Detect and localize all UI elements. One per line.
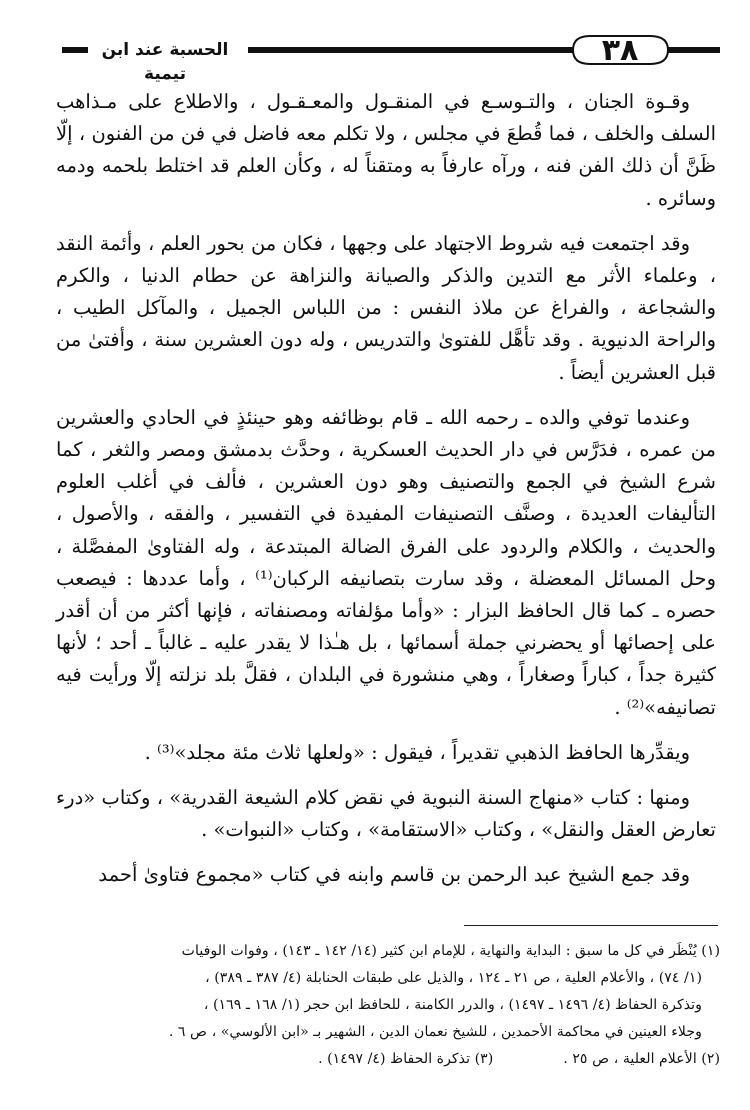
footnote-line: (١/ ٧٤) ، والأعلام العلية ، ص ٢١ ـ ١٢٤ ، والذيل على طبقات الحنابلة (٤/ ٣٨٧ ـ ٣٨٩) ،	[205, 970, 702, 986]
footnote-line: (١) يُنْظَر في كل ما سبق : البداية والنهاية ، للإمام ابن كثير (١٤/ ١٤٢ ـ ١٤٣) ، وفوات الوفيات	[181, 943, 720, 959]
footnote-divider	[464, 925, 718, 926]
page-header	[0, 30, 750, 84]
footnotes	[56, 938, 720, 1073]
footnote-line: وجلاء العينين في محاكمة الأحمدين ، للشيخ نعمان الدين ، الشهير بـ «ابن الألوسي» ، ص ٦ .	[168, 1024, 702, 1040]
footnote-2: (٢) الأعلام العلية ، ص ٢٥ .	[563, 1051, 720, 1067]
footnote-line: وتذكرة الحفاظ (٤/ ١٤٩٦ ـ ١٤٩٧) ، والدرر الكامنة ، للحافظ ابن حجر (١/ ١٦٨ ـ ١٦٩) ،	[203, 997, 702, 1013]
running-title: الحسبة عند ابن تيمية	[101, 40, 229, 84]
footnote-3: (٣) تذكرة الحفاظ (٤/ ١٤٩٧) .	[318, 1051, 494, 1067]
paragraph: ومنها : كتاب «منهاج السنة النبوية في نقض كلام الشيعة القدرية» ، وكتاب «درء تعارض العقل والنقل» ، وكتاب «الاستقامة» ، وكتاب «النبوات» .	[56, 786, 716, 842]
footnote-line-2-3	[56, 1046, 720, 1073]
paragraph: وقد جمع الشيخ عبد الرحمن بن قاسم وابنه في كتاب «مجموع فتاوىٰ أحمد	[98, 863, 690, 887]
page-number: ٣٨	[601, 33, 639, 68]
main-text	[56, 86, 716, 905]
paragraph: ويقدِّرها الحافظ الذهبي تقديراً ، فيقول : «ولعلها ثلاث مئة مجلد»⁽³⁾ .	[144, 740, 690, 764]
paragraph: وعندما توفي والده ـ رحمه الله ـ قام بوظائفه وهو حينئذٍ في الحادي والعشرين من عمره ، فدَرَّس في دار الحديث العسكرية ، وحدَّث بدمشق ومصر والثغر ، كما شرع الشيخ في الجمع والتصنيف وهو دون العشرين ، فألف في أغلب العلوم التأليفات العديدة ، وصنَّف التصنيفات المفيدة في التفسير ، والفقه ، والأصول ، والحديث ، والكلام والردود على الفرق الضالة المبتدعة ، وله الفتاوىٰ المفصَّلة ، وحل المسائل المعضلة ، وقد سارت بتصانيفه الركبان⁽¹⁾ ، وأما عددها : فيصعب حصره ـ كما قال الحافظ البزار : «وأما مؤلفاته ومصنفاته ، فإنها أكثر من أن أقدر على إحصائها أو يحضرني جملة أسمائها ، بل هـٰذا لا يقدر عليه ـ غالباً ـ أحد ؛ لأنها كثيرة جداً ، كباراً وصغاراً ، وهي منشورة في البلدان ، فقلَّ بلد نزلته إلّا ورأيت فيه تصانيفه»⁽²⁾ .	[56, 405, 716, 719]
paragraph: وقد اجتمعت فيه شروط الاجتهاد على وجهها ، فكان من بحور العلم ، وأئمة النقد ، وعلماء الأثر مع التدين والذكر والصيانة والنزاهة عن حطام الدنيا ، والكرم والشجاعة ، والفراغ عن ملاذ النفس : من اللباس الجميل ، والمآكل الطيب ، والراحة الدنيوية . وقد تأهَّل للفتوىٰ والتدريس ، وله دون العشرين سنة ، وأفتىٰ من قبل العشرين أيضاً .	[56, 231, 716, 384]
paragraph: وقـوة الجنان ، والتـوسـع في المنقـول والمعـقـول ، والاطلاع على مـذاهب السلف والخلف ، فما قُطعَ في مجلس ، ولا تكلم معه فاضل في فن من الفنون ، إلّا ظَنَّ أن ذلك الفن فنه ، ورآه عارفاً به ومتقناً له ، وكأن العلم قد اختلط بلحمه ودمه وسائره .	[56, 90, 716, 210]
